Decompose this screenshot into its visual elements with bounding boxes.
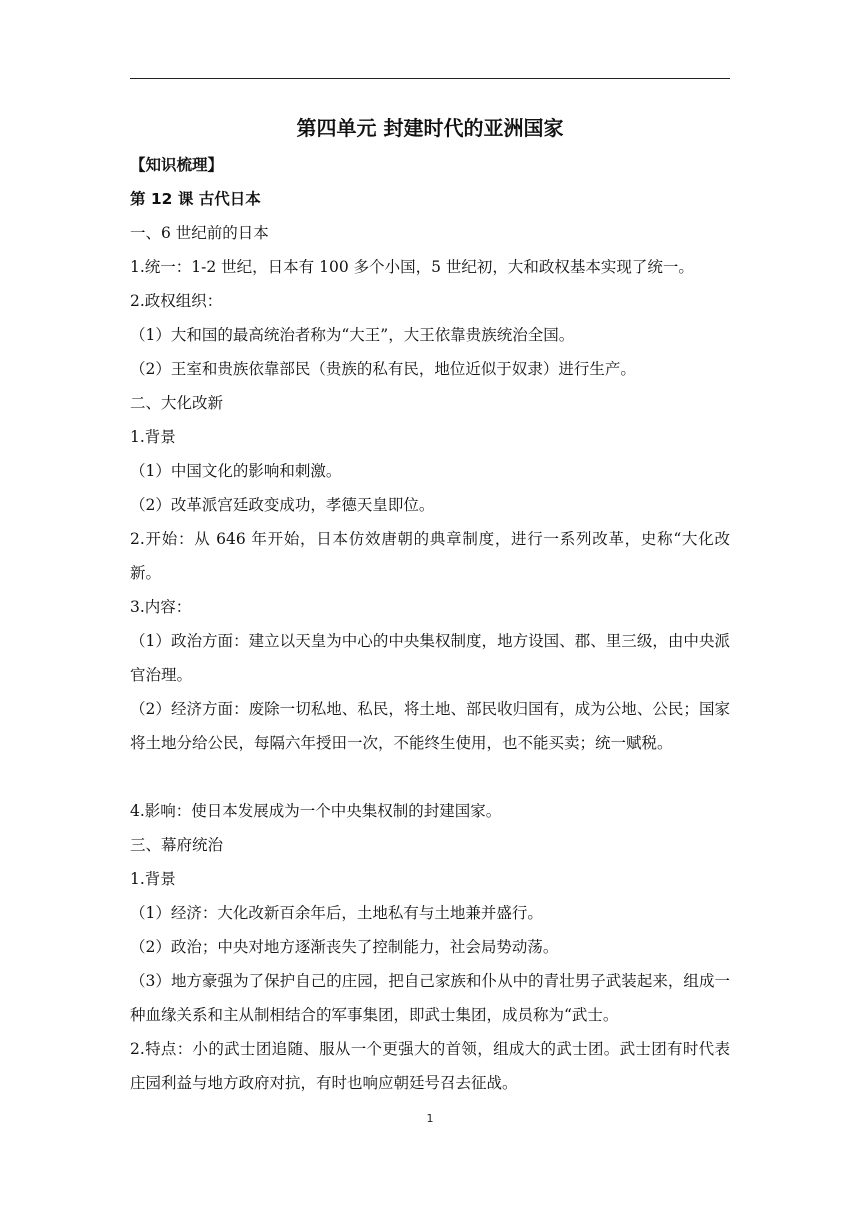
text-line: 3.内容：	[130, 598, 192, 616]
text-line: 一、6 世纪前的日本	[130, 224, 269, 242]
text-line: （1）中国文化的影响和刺激。	[130, 462, 342, 480]
page-title: 第四单元 封建时代的亚洲国家	[296, 116, 564, 140]
text-paragraph: 2.特点：小的武士团追随、服从一个更强大的首领，组成大的武士团。武士团有时代表庄园利益与地方政府对抗，有时也响应朝廷号召去征战。	[130, 1040, 730, 1092]
text-line: 4.影响：使日本发展成为一个中央集权制的封建国家。	[130, 802, 502, 820]
text-paragraph: 2.开始：从 646 年开始，日本仿效唐朝的典章制度，进行一系列改革，史称“大化改新。	[130, 530, 730, 582]
text-line: 1.统一：1-2 世纪，日本有 100 多个小国，5 世纪初，大和政权基本实现了统一。	[130, 258, 694, 276]
header-rule	[130, 78, 730, 79]
text-line: （2）政治；中央对地方逐渐丧失了控制能力，社会局势动荡。	[130, 938, 559, 956]
page-number: 1	[426, 1112, 434, 1125]
lesson-title: 第 12 课 古代日本	[130, 190, 261, 208]
section-label: 【知识梳理】	[130, 156, 224, 174]
text-paragraph: （1）政治方面：建立以天皇为中心的中央集权制度，地方设国、郡、里三级，由中央派官治理。	[130, 632, 730, 684]
text-line: （2）改革派宫廷政变成功，孝德天皇即位。	[130, 496, 435, 514]
text-line: 三、幕府统治	[130, 836, 224, 854]
text-line: （1）经济：大化改新百余年后，土地私有与土地兼并盛行。	[130, 904, 543, 922]
text-line: 二、大化改新	[130, 394, 224, 412]
document-body	[130, 108, 730, 1100]
text-line: （2）王室和贵族依靠部民（贵族的私有民，地位近似于奴隶）进行生产。	[130, 360, 636, 378]
text-line: 2.政权组织：	[130, 292, 223, 310]
text-line: 1.背景	[130, 870, 176, 888]
text-line: （1）大和国的最高统治者称为“大王”，大王依靠贵族统治全国。	[130, 326, 575, 344]
text-paragraph: （2）经济方面：废除一切私地、私民，将土地、部民收归国有，成为公地、公民；国家将土地分给公民，每隔六年授田一次，不能终生使用，也不能买卖；统一赋税。	[130, 700, 730, 752]
text-line: 1.背景	[130, 428, 176, 446]
text-paragraph: （3）地方豪强为了保护自己的庄园，把自己家族和仆从中的青壮男子武装起来，组成一种血缘关系和主从制相结合的军事集团，即武士集团，成员称为“武士。	[130, 972, 730, 1024]
